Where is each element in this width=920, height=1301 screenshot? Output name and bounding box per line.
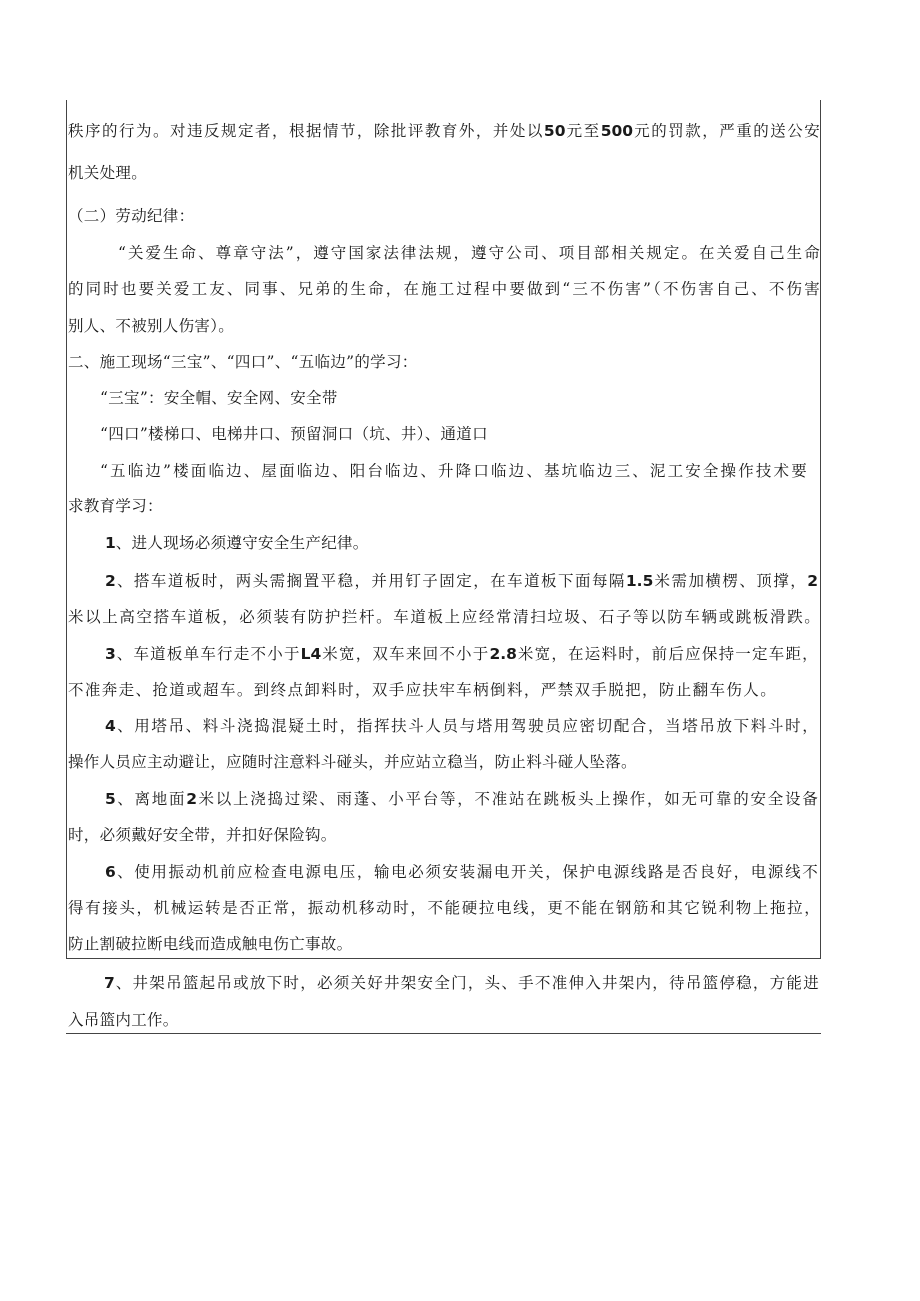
- section-heading: （二）劳动纪律：: [68, 207, 195, 225]
- text-line: “关爱生命、尊章守法”，遵守国家法律法规，遵守公司、项目部相关规定。在关爱自己生命: [118, 244, 820, 262]
- text-line: 时，必须戴好安全带，并扣好保险钩。: [68, 826, 337, 844]
- text-line: 求教育学习：: [68, 497, 163, 515]
- text-line: 入吊篮内工作。: [68, 1011, 179, 1029]
- text-line: “五临边”楼面临边、屋面临边、阳台临边、升降口临边、基坑临边三、泥工安全操作技术要: [100, 462, 807, 480]
- text-line: “四口”楼梯口、电梯井口、预留洞口（坑、井）、通道口: [100, 425, 488, 443]
- text-line: 米以上高空搭车道板，必须装有防护拦杆。车道板上应经常清扫垃圾、石子等以防车辆或跳板滑跌。: [68, 608, 820, 626]
- section-heading: 二、施工现场“三宝”、“四口”、“五临边”的学习：: [68, 353, 418, 371]
- text-line: 防止割破拉断电线而造成触电伤亡事故。: [68, 935, 353, 953]
- list-item: 1、进人现场必须遵守安全生产纪律。: [105, 534, 369, 552]
- bottom-rule: [66, 1033, 821, 1034]
- text-line: 秩序的行为。对违反规定者，根据情节，除批评教育外，并处以50元至500元的罚款，严重的送公安: [68, 122, 821, 140]
- text-line: 不准奔走、抢道或超车。到终点卸料时，双手应扶牢车柄倒料，严禁双手脱把，防止翻车伤人。: [68, 681, 776, 699]
- list-item: 4、用塔吊、料斗浇捣混疑土时，指挥扶斗人员与塔用驾驶员应密切配合，当塔吊放下料斗时，: [105, 717, 818, 735]
- text-line: 别人、不被别人伤害）。: [68, 317, 235, 335]
- list-item: 6、使用振动机前应检查电源电压，输电必须安装漏电开关，保护电源线路是否良好，电源线不: [105, 863, 818, 881]
- list-item: 5、离地面2米以上浇捣过梁、雨蓬、小平台等，不准站在跳板头上操作，如无可靠的安全设备: [105, 790, 818, 808]
- list-item: 3、车道板单车行走不小于L4米宽，双车来回不小于2.8米宽，在运料时，前后应保持一定车距，: [105, 645, 818, 663]
- text-line: 机关处理。: [68, 164, 148, 182]
- list-item: 2、搭车道板时，两头需搁置平稳，并用钉子固定，在车道板下面每隔1.5米需加横楞、顶撑，2: [105, 572, 818, 590]
- text-line: 的同时也要关爱工友、同事、兄弟的生命，在施工过程中要做到“三不伤害”（不伤害自己、不伤害: [68, 280, 820, 298]
- text-line: 操作人员应主动避让，应随时注意料斗碰头，并应站立稳当，防止料斗碰人坠落。: [68, 753, 637, 771]
- text-line: 得有接头，机械运转是否正常，振动机移动时，不能硬拉电线，更不能在钢筋和其它锐利物上拖拉，: [68, 899, 820, 917]
- list-item: 7、井架吊篮起吊或放下时，必须关好井架安全门，头、手不准伸入井架内，待吊篮停稳，方能进: [104, 974, 819, 992]
- text-line: “三宝”：安全帽、安全网、安全带: [100, 389, 338, 407]
